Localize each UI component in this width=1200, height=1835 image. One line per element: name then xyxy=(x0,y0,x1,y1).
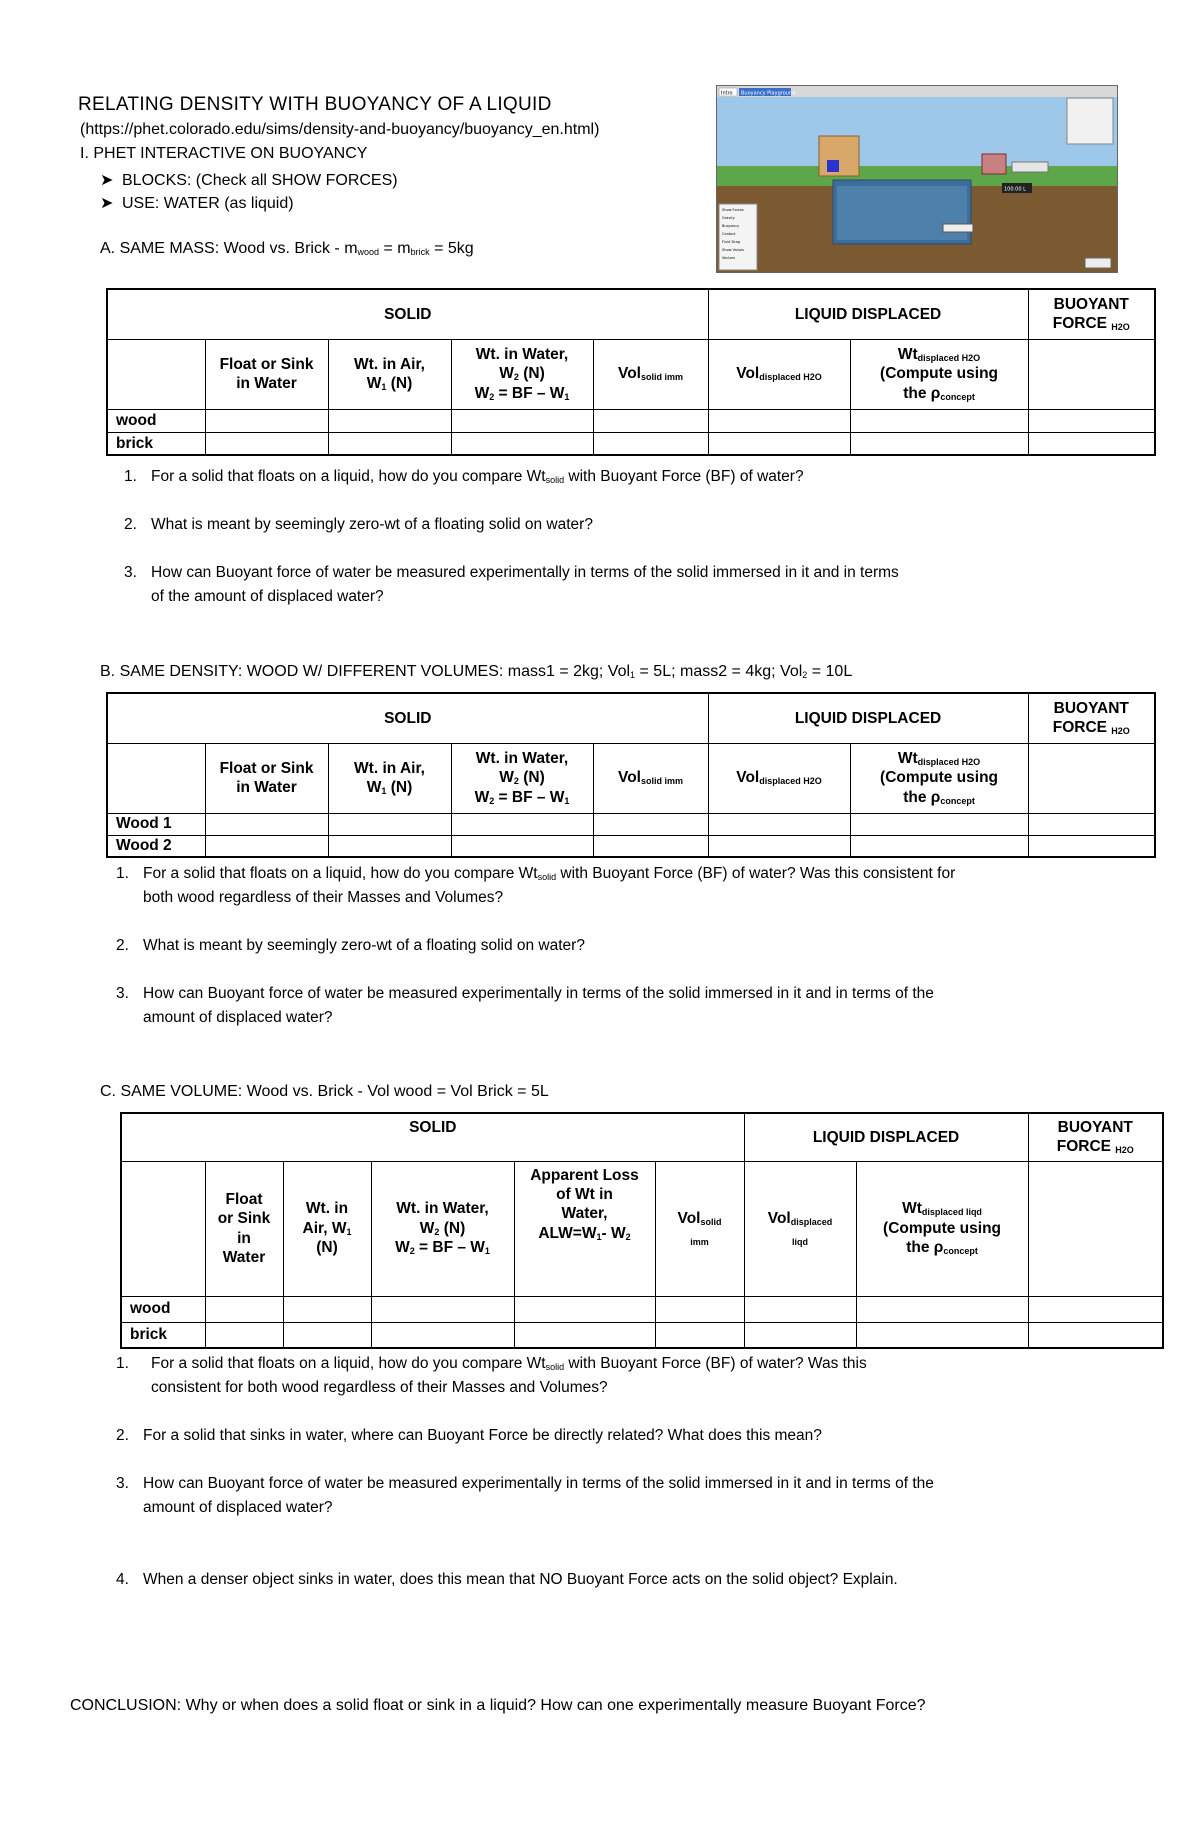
answer-cell[interactable] xyxy=(708,813,850,835)
answer-cell[interactable] xyxy=(850,409,1028,432)
arrow-bullet-icon: ➤ xyxy=(100,195,114,212)
sim-panel-item: Show Forces xyxy=(722,208,744,212)
header-wt-in-water: Wt. in Water, $W_2$ (N) $W_2$ = BF – $W_1$ xyxy=(451,743,593,813)
answer-cell[interactable] xyxy=(205,432,328,455)
header-blank xyxy=(121,1161,205,1296)
header-wt-in-water: Wt. in Water, $W_2$ (N) $W_2$ = BF – $W_1$ xyxy=(451,339,593,409)
table-row xyxy=(107,432,1155,455)
answer-cell[interactable] xyxy=(514,1296,655,1322)
row-label: wood xyxy=(121,1296,205,1322)
question-number: 2. xyxy=(124,516,137,533)
answer-cell[interactable] xyxy=(371,1296,514,1322)
answer-cell[interactable] xyxy=(1028,1322,1163,1348)
question-number: 2. xyxy=(116,937,129,954)
table-row xyxy=(107,813,1155,835)
header-buoyant-force: BUOYANT FORCE $_{H2O}$ xyxy=(1028,289,1155,339)
answer-cell[interactable] xyxy=(205,409,328,432)
answer-cell[interactable] xyxy=(593,432,708,455)
header-wt-displaced: $Wt_{displaced liqd}$ (Compute using the $\rho_{concept}$ xyxy=(856,1161,1028,1296)
answer-cell[interactable] xyxy=(328,432,451,455)
header-vol-displaced: Vol$_{displaced H2O}$ xyxy=(708,743,850,813)
question-text: For a solid that floats on a liquid, how do you compare $Wt_{solid}$ with Buoyant Force (BF) of water? Was this consistent for both wood regardless of their Masses and Volumes? xyxy=(151,1355,867,1397)
answer-cell[interactable] xyxy=(850,835,1028,857)
answer-cell[interactable] xyxy=(451,432,593,455)
question-text: For a solid that sinks in water, where can Buoyant Force be directly related? What does this mean? xyxy=(143,1427,822,1444)
answer-cell[interactable] xyxy=(1028,835,1155,857)
row-label: brick xyxy=(107,432,205,455)
sim-tab-intro-label: Intro xyxy=(721,90,733,97)
answer-cell[interactable] xyxy=(744,1296,856,1322)
question-text: How can Buoyant force of water be measured experimentally in terms of the solid immersed in it and in terms of the amount of displaced water? xyxy=(143,985,934,1027)
header-vol-solid-imm: Vol$_{solid imm}$ xyxy=(593,339,708,409)
partB-heading: B. SAME DENSITY: WOOD W/ DIFFERENT VOLUMES: mass1 = 2kg; Vol$_1$ = 5L; mass2 = 4kg; Vol$_2$ = 10L xyxy=(100,663,853,680)
sim-panel-item: Fluid Drag xyxy=(722,240,741,244)
answer-cell[interactable] xyxy=(205,813,328,835)
page-title: RELATING DENSITY WITH BUOYANCY OF A LIQUID xyxy=(78,94,552,115)
header-buoyant-force: BUOYANT FORCE $_{H2O}$ xyxy=(1028,1113,1163,1161)
header-buoyant-force: BUOYANT FORCE $_{H2O}$ xyxy=(1028,693,1155,743)
question-text: What is meant by seemingly zero-wt of a floating solid on water? xyxy=(151,516,593,533)
answer-cell[interactable] xyxy=(850,813,1028,835)
answer-cell[interactable] xyxy=(328,835,451,857)
data-table-c xyxy=(120,1112,1164,1349)
sim-panel-item: Vectors xyxy=(722,256,735,260)
header-blank xyxy=(107,339,205,409)
answer-cell[interactable] xyxy=(451,409,593,432)
sim-control-panel xyxy=(719,204,757,270)
header-float-or-sink: Float or Sink in Water xyxy=(205,339,328,409)
header-liquid-displaced: LIQUID DISPLACED xyxy=(708,289,1028,339)
table-row xyxy=(121,1296,1163,1322)
header-wt-displaced: $Wt_{displaced H2O}$ (Compute using the $\rho_{concept}$ xyxy=(850,743,1028,813)
answer-cell[interactable] xyxy=(514,1322,655,1348)
header-vol-solid-imm: Vol$_{solid imm}$ xyxy=(593,743,708,813)
arrow-bullet-icon: ➤ xyxy=(100,172,114,189)
header-liquid-displaced: LIQUID DISPLACED xyxy=(708,693,1028,743)
question-text: For a solid that floats on a liquid, how do you compare $Wt_{solid}$ with Buoyant Force (BF) of water? xyxy=(151,468,804,485)
header-apparent-loss: Apparent Loss of Wt in Water, $ALW=W_1-$ $W_2$ xyxy=(514,1161,655,1296)
question-text: How can Buoyant force of water be measured experimentally in terms of the solid immersed in it and in terms of the amount of displaced water? xyxy=(143,1475,934,1517)
answer-cell[interactable] xyxy=(655,1322,744,1348)
header-blank xyxy=(1028,339,1155,409)
data-table-b xyxy=(106,692,1156,858)
bullet-1: ➤ BLOCKS: (Check all SHOW FORCES) xyxy=(100,172,398,189)
question-number: 1. xyxy=(124,468,137,485)
header-blank xyxy=(107,743,205,813)
section-heading: I. PHET INTERACTIVE ON BUOYANCY xyxy=(80,145,368,162)
question-text: When a denser object sinks in water, does this mean that NO Buoyant Force acts on the solid object? Explain. xyxy=(143,1571,898,1588)
table-row xyxy=(107,409,1155,432)
header-float-or-sink: Float or Sink in Water xyxy=(205,743,328,813)
conclusion-text: CONCLUSION: Why or when does a solid float or sink in a liquid? How can one experimentally measure Buoyant Force? xyxy=(70,1697,926,1714)
sim-panel-item: Contact xyxy=(722,232,736,236)
header-wt-in-air: Wt. in Air, $W_1$ (N) xyxy=(328,339,451,409)
answer-cell[interactable] xyxy=(593,835,708,857)
table-row xyxy=(121,1322,1163,1348)
sim-panel-item: Gravity xyxy=(722,216,735,220)
header-wt-in-air: Wt. in Air, $W_1$ (N) xyxy=(328,743,451,813)
header-float-or-sink: Float or Sink in Water xyxy=(205,1161,283,1296)
sim-scale-reading: 100.00 L xyxy=(1004,186,1026,193)
answer-cell[interactable] xyxy=(708,432,850,455)
row-label: wood xyxy=(107,409,205,432)
answer-cell[interactable] xyxy=(593,813,708,835)
data-table-a xyxy=(106,288,1156,456)
header-solid: SOLID xyxy=(107,289,708,339)
sim-tab-playground-label: Buoyancy Playground xyxy=(741,90,796,97)
answer-cell[interactable] xyxy=(655,1296,744,1322)
question-number: 3. xyxy=(116,985,129,1002)
answer-cell[interactable] xyxy=(850,432,1028,455)
header-vol-displaced: Vol$_{displaced H2O}$ xyxy=(708,339,850,409)
answer-cell[interactable] xyxy=(283,1296,371,1322)
answer-cell[interactable] xyxy=(856,1296,1028,1322)
header-wt-displaced: $Wt_{displaced H2O}$ (Compute using the $\rho_{concept}$ xyxy=(850,339,1028,409)
bullet-2: ➤ USE: WATER (as liquid) xyxy=(100,195,294,212)
header-solid: SOLID xyxy=(121,1113,744,1161)
question-text: How can Buoyant force of water be measured experimentally in terms of the solid immersed in it and in terms of the amount of displaced water? xyxy=(151,564,899,606)
question-text: For a solid that floats on a liquid, how do you compare $Wt_{solid}$ with Buoyant Force (BF) of water? Was this consistent for both wood regardless of their Masses and Volumes? xyxy=(143,865,956,907)
answer-cell[interactable] xyxy=(205,1296,283,1322)
partC-heading: C. SAME VOLUME: Wood vs. Brick - Vol wood = Vol Brick = 5L xyxy=(100,1083,549,1100)
answer-cell[interactable] xyxy=(451,813,593,835)
partA-heading: A. SAME MASS: Wood vs. Brick - $m_{wood} = m_{brick} = 5kg$ xyxy=(100,240,474,257)
answer-cell[interactable] xyxy=(205,1322,283,1348)
header-solid: SOLID xyxy=(107,693,708,743)
answer-cell[interactable] xyxy=(451,835,593,857)
header-wt-in-water: Wt. in Water, $W_2$ (N) $W_2$ = BF – $W_1$ xyxy=(371,1161,514,1296)
header-vol-displaced: Vol$_{displaced}$ $_{liqd}$ xyxy=(744,1161,856,1296)
sim-panel-item: Show Values xyxy=(722,248,744,252)
row-label: brick xyxy=(121,1322,205,1348)
answer-cell[interactable] xyxy=(1028,1296,1163,1322)
sim-url[interactable]: (https://phet.colorado.edu/sims/density-and-buoyancy/buoyancy_en.html) xyxy=(80,121,600,138)
simulation-screenshot xyxy=(716,85,1118,273)
question-number: 1. xyxy=(116,865,129,882)
question-number: 3. xyxy=(124,564,137,581)
answer-cell[interactable] xyxy=(328,409,451,432)
sim-panel-item: Buoyancy xyxy=(722,224,740,228)
table-row xyxy=(107,835,1155,857)
question-number: 4. xyxy=(116,1571,129,1588)
header-blank xyxy=(1028,1161,1163,1296)
header-wt-in-air: Wt. in Air, $W_1$ (N) xyxy=(283,1161,371,1296)
header-vol-solid-imm: Vol$_{solid}$ $_{imm}$ xyxy=(655,1161,744,1296)
header-liquid-displaced: LIQUID DISPLACED xyxy=(744,1113,1028,1161)
answer-cell[interactable] xyxy=(328,813,451,835)
header-blank xyxy=(1028,743,1155,813)
question-text: What is meant by seemingly zero-wt of a floating solid on water? xyxy=(143,937,585,954)
row-label: Wood 2 xyxy=(107,835,205,857)
answer-cell[interactable] xyxy=(744,1322,856,1348)
question-number: 2. xyxy=(116,1427,129,1444)
answer-cell[interactable] xyxy=(708,409,850,432)
question-number: 1. xyxy=(116,1355,129,1372)
answer-cell[interactable] xyxy=(283,1322,371,1348)
answer-cell[interactable] xyxy=(708,835,850,857)
answer-cell[interactable] xyxy=(371,1322,514,1348)
answer-cell[interactable] xyxy=(205,835,328,857)
answer-cell[interactable] xyxy=(1028,432,1155,455)
answer-cell[interactable] xyxy=(1028,409,1155,432)
answer-cell[interactable] xyxy=(593,409,708,432)
answer-cell[interactable] xyxy=(856,1322,1028,1348)
question-number: 3. xyxy=(116,1475,129,1492)
row-label: Wood 1 xyxy=(107,813,205,835)
answer-cell[interactable] xyxy=(1028,813,1155,835)
